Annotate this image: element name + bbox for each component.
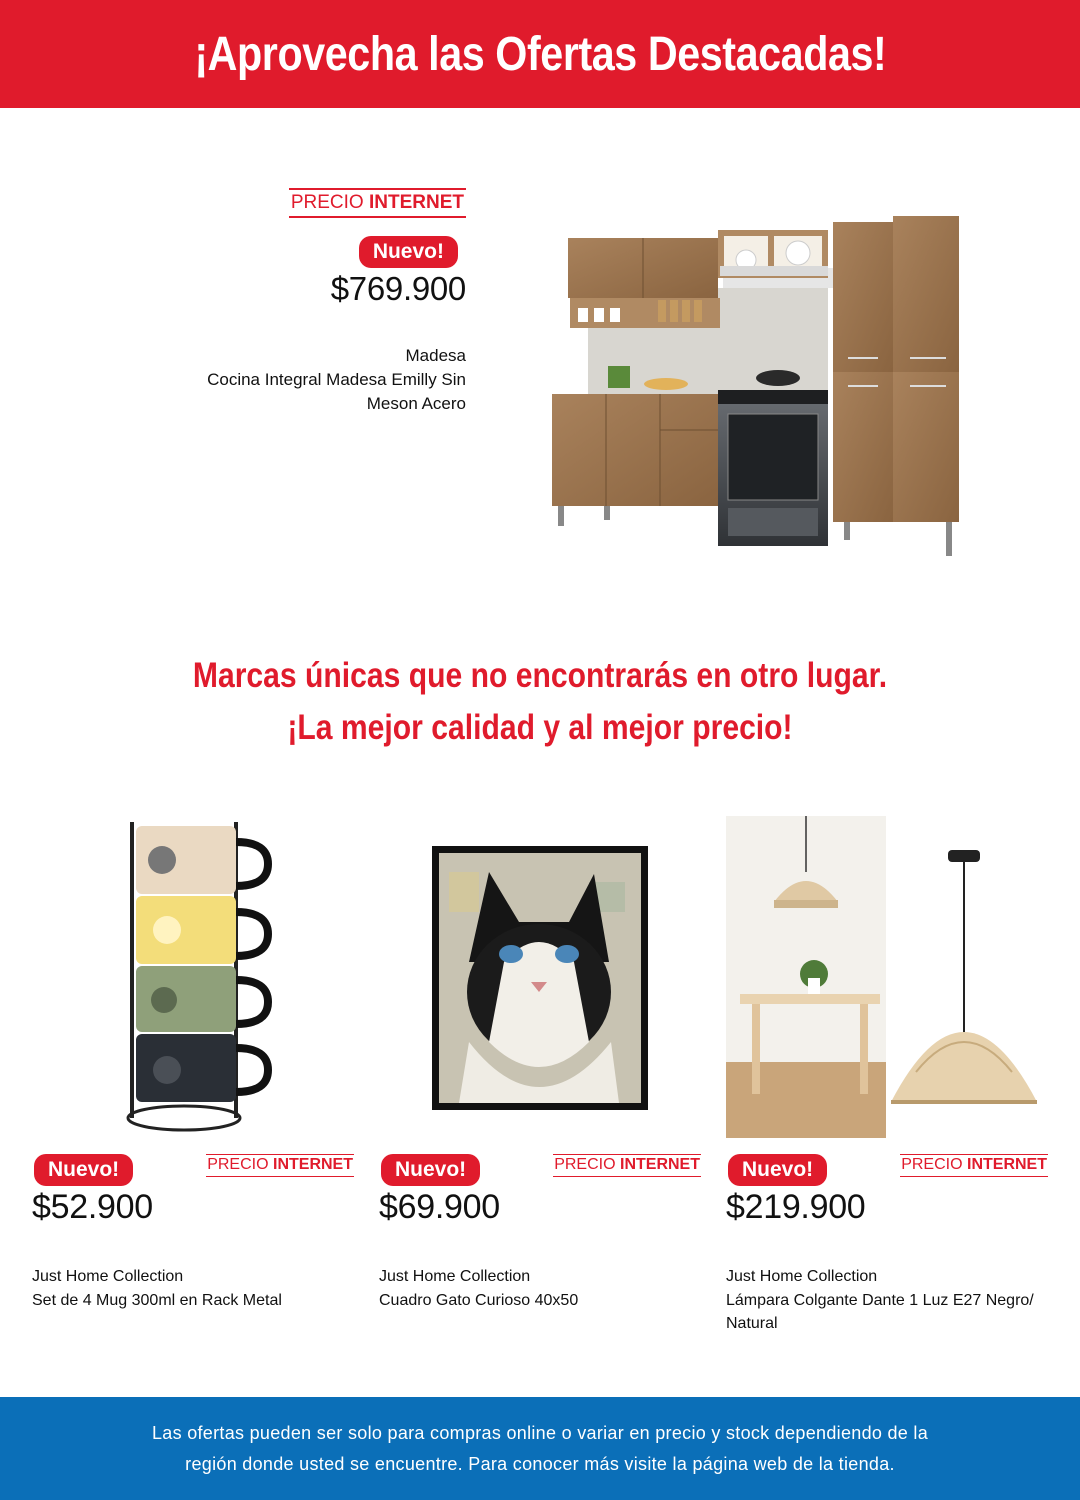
product-name: Set de 4 Mug 300ml en Rack Metal — [32, 1292, 282, 1309]
featured-name: Cocina Integral Madesa Emilly Sin Meson Acero — [207, 370, 466, 414]
footer-line-1: Las ofertas pueden ser solo para compras online o variar en precio y stock dependiendo de la — [151, 1422, 929, 1443]
header-title: ¡Aprovecha las Ofertas Destacadas! — [193, 27, 887, 81]
product-price: $219.900 — [726, 1188, 866, 1226]
product-brand: Just Home Collection — [32, 1268, 184, 1285]
new-badge: Nuevo! — [728, 1154, 827, 1186]
header-banner — [0, 0, 1080, 108]
price-internet-tag: PRECIO INTERNET — [553, 1154, 701, 1177]
price-internet-tag: PRECIO INTERNET — [289, 188, 466, 218]
slogan-line-2: ¡La mejor calidad y al mejor precio! — [287, 708, 793, 747]
new-badge: Nuevo! — [359, 236, 458, 268]
featured-price: $769.900 — [330, 270, 466, 308]
product-name: Lámpara Colgante Dante 1 Luz E27 Negro/ Natural — [726, 1292, 1034, 1332]
featured-product-info[interactable] — [160, 188, 466, 416]
product-brand: Just Home Collection — [379, 1268, 531, 1285]
price-internet-tag: PRECIO INTERNET — [206, 1154, 354, 1177]
slogan-line-1: Marcas únicas que no encontrarás en otro lugar. — [192, 656, 888, 695]
product-price: $52.900 — [32, 1188, 153, 1226]
new-badge: Nuevo! — [381, 1154, 480, 1186]
product-name: Cuadro Gato Curioso 40x50 — [379, 1292, 579, 1309]
price-internet-tag: PRECIO INTERNET — [900, 1154, 1048, 1177]
mug-set-image — [32, 812, 354, 1142]
footer-text — [152, 1418, 928, 1480]
pendant-lamp-image — [726, 812, 1048, 1142]
product-brand: Just Home Collection — [726, 1268, 878, 1285]
product-card-mugs[interactable] — [32, 812, 354, 1312]
footer-disclaimer — [0, 1397, 1080, 1500]
new-badge: Nuevo! — [34, 1154, 133, 1186]
kitchen-cabinet-image[interactable] — [548, 208, 968, 560]
slogan — [0, 650, 1080, 754]
featured-brand: Madesa — [405, 346, 466, 366]
cat-painting-image — [379, 812, 701, 1142]
product-price: $69.900 — [379, 1188, 500, 1226]
product-card-cat-painting[interactable] — [379, 812, 701, 1312]
footer-line-2: región donde usted se encuentre. Para conocer más visite la página web de la tienda. — [185, 1453, 895, 1474]
product-card-pendant-lamp[interactable] — [726, 812, 1048, 1335]
